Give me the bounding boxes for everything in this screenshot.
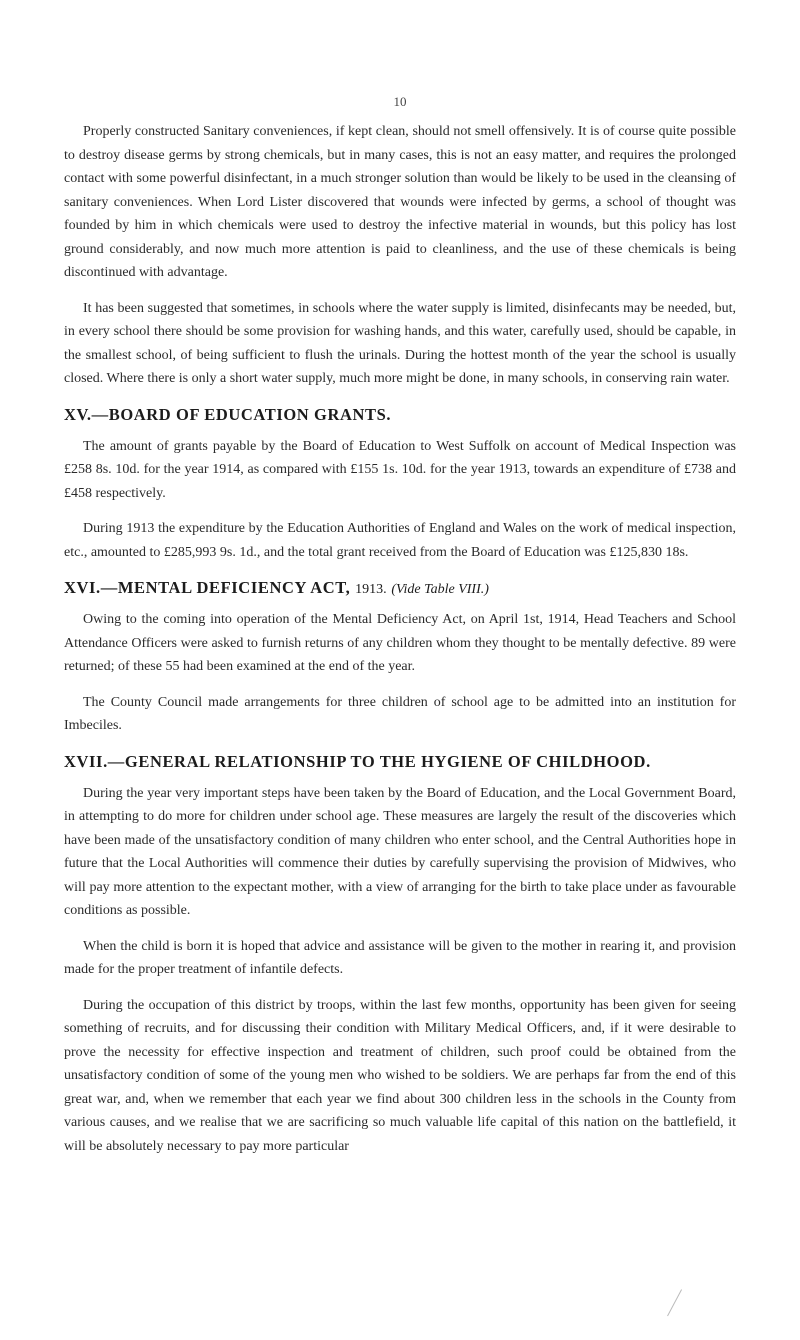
- section-heading-xv: XV.—BOARD OF EDUCATION GRANTS.: [64, 404, 392, 424]
- paragraph: Properly constructed Sanitary conveniences, if kept clean, should not smell offensively. It is of course quite possible to destroy disease germs by strong chemicals, but in many cases, this is not an easy matter, and requires the prolonged contact with some powerful disinfectant, in a much stronger solution than would be likely to be used in the cleansing of sanitary conveniences. When Lord Lister discovered that wounds were infected by germs, a school of thought was founded by him in which chemicals were used to destroy the infective material in wounds, but this policy has lost ground considerably, and now much more attention is paid to cleanliness, and the use of these chemicals is being discontinued with advantage.: [64, 124, 736, 280]
- section-heading-xvi: [64, 578, 736, 598]
- paragraph: During 1913 the expenditure by the Education Authorities of England and Wales on the work of medical inspection, etc., amounted to £285,993 9s. 1d., and the total grant received from the Board of Education was £125,830 18s.: [64, 521, 736, 560]
- pencil-mark: [667, 1289, 683, 1316]
- section-heading-xvii: XVII.—GENERAL RELATIONSHIP TO THE HYGIENE OF CHILDHOOD.: [64, 751, 651, 771]
- heading-text: XVI.—MENTAL DEFICIENCY ACT,: [64, 578, 351, 597]
- paragraph: During the year very important steps have been taken by the Board of Education, and the Local Government Board, in attempting to do more for children under school age. These measures are largely the result of the discoveries which have been made of the unsatisfactory condition of many children who enter school, and the Central Authorities hope in future that the Local Authorities will commence their duties by carefully supervising the provision of Midwives, who will pay more attention to the expectant mother, with a view of arranging for the birth to take place under as favourable conditions as possible.: [64, 785, 736, 918]
- heading-reference: (Vide Table VIII.): [391, 582, 489, 597]
- paragraph: Owing to the coming into operation of the Mental Deficiency Act, on April 1st, 1914, Head Teachers and School Attendance Officers were asked to furnish returns of any children whom they thought to be mentally defective. 89 were returned; of these 55 had been examined at the end of the year.: [64, 612, 736, 674]
- paragraph: The amount of grants payable by the Board of Education to West Suffolk on account of Medical Inspection was £258 8s. 10d. for the year 1914, as compared with £155 1s. 10d. for the year 1913, towards an expenditure of £738 and £458 respectively.: [64, 438, 736, 501]
- document-body: [64, 120, 736, 1170]
- paragraph: When the child is born it is hoped that advice and assistance will be given to the mother in rearing it, and provision made for the proper treatment of infantile defects.: [64, 938, 736, 977]
- paragraph: It has been suggested that sometimes, in schools where the water supply is limited, disinfecants may be needed, but, in every school there should be some provision for washing hands, and this water, carefully used, should be capable, in the smallest school, of being sufficient to flush the urinals. During the hottest month of the year the school is usually closed. Where there is only a short water supply, much more might be done, in many schools, in conserving rain water.: [64, 300, 736, 386]
- heading-year: 1913.: [355, 582, 387, 597]
- paragraph: The County Council made arrangements for three children of school age to be admitted into an institution for Imbeciles.: [64, 694, 736, 733]
- paragraph: During the occupation of this district by troops, within the last few months, opportunity has been given for seeing something of recruits, and for discussing their condition with Military Medical Officers, and, if it were desirable to prove the necessity for effective inspection and treatment of children, such proof could be obtained from the unsatisfactory condition of some of the young men who wished to be soldiers. We are perhaps far from the end of this great war, and, when we remember that each year we find about 300 children less in the schools in the County from various causes, and we realise that we are sacrificing so much valuable life capital of this nation on the battlefield, it will be absolutely necessary to pay more particular: [64, 997, 736, 1154]
- page-number: 10: [393, 94, 407, 109]
